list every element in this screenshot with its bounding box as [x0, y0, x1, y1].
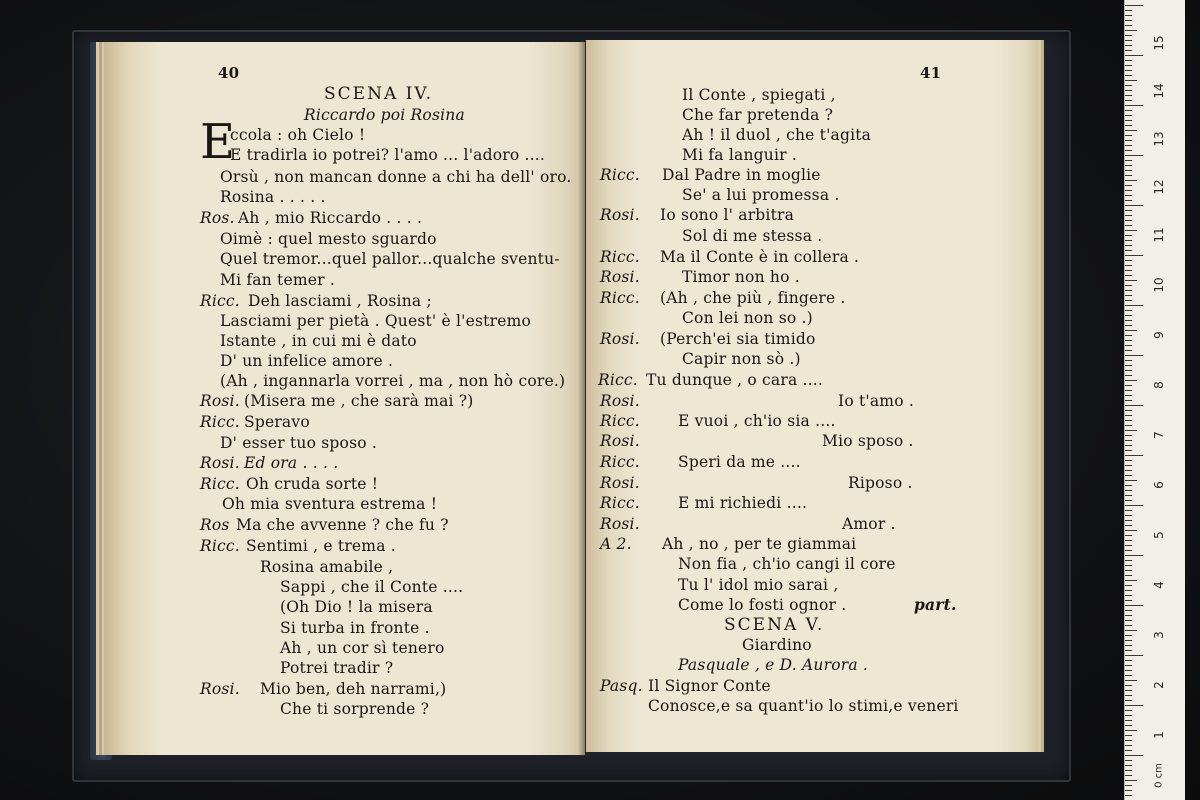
measurement-ruler [1124, 0, 1185, 800]
ruler-tick [1125, 470, 1132, 471]
ruler-tick [1125, 710, 1132, 711]
ruler-tick [1125, 420, 1132, 421]
ruler-tick [1125, 280, 1137, 281]
ruler-tick [1125, 460, 1132, 461]
ruler-label: 7 [1152, 431, 1166, 439]
verse-line: Il Conte , spiegati , [682, 86, 836, 104]
verse-line: Io sono l' arbitra [660, 206, 795, 224]
ruler-tick [1125, 635, 1132, 636]
verse-line: (Misera me , che sarà mai ?) [244, 392, 474, 410]
ruler-tick [1125, 65, 1132, 66]
ruler-label: 12 [1152, 179, 1166, 195]
ruler-tick [1125, 610, 1132, 611]
verse-line: Mi fa languir . [682, 146, 797, 164]
verse-line: Se' a lui promessa . [682, 186, 840, 204]
ruler-label: 11 [1152, 227, 1166, 243]
verse-line: Mio ben, deh narrami,) [260, 680, 447, 698]
ruler-label: 9 [1152, 331, 1166, 339]
stage-direction: Pasquale , e D. Aurora . [678, 656, 869, 674]
ruler-tick [1125, 705, 1143, 706]
ruler-tick [1125, 180, 1137, 181]
ruler-tick [1125, 450, 1132, 451]
ruler-tick [1125, 440, 1132, 441]
verse-line: Tu dunque , o cara .... [646, 371, 824, 389]
speaker-label: Rosi. [600, 432, 640, 450]
ruler-tick [1125, 775, 1132, 776]
ruler-tick [1125, 395, 1132, 396]
verse-line: E tradirla io potrei? l'amo ... l'adoro .... [230, 146, 546, 164]
ruler-tick [1125, 270, 1132, 271]
ruler-tick [1125, 480, 1137, 481]
ruler-tick [1125, 375, 1132, 376]
ruler-tick [1125, 330, 1137, 331]
ruler-tick [1125, 315, 1132, 316]
verse-line: (Ah , che più , fingere . [660, 289, 846, 307]
speaker-label: Ricc. [200, 475, 240, 493]
ruler-tick [1125, 680, 1137, 681]
ruler-label: 1 [1152, 731, 1166, 739]
ruler-tick [1125, 25, 1132, 26]
scene-heading: SCENA IV. [324, 84, 434, 104]
ruler-tick [1125, 745, 1132, 746]
ruler-label: 8 [1152, 381, 1166, 389]
ruler-tick [1125, 795, 1132, 796]
ruler-tick [1125, 60, 1132, 61]
speaker-label: Pasq. [600, 677, 643, 695]
ruler-tick [1125, 540, 1132, 541]
verse-line: Orsù , non mancan donne a chi ha dell' oro. [220, 168, 572, 186]
verse-line: Ma il Conte è in collera . [660, 248, 860, 266]
ruler-tick [1125, 630, 1137, 631]
speaker-label: Rosi. [200, 392, 240, 410]
ruler-tick [1125, 675, 1132, 676]
page-number: 40 [218, 64, 240, 82]
verse-line: Deh lasciami , Rosina ; [248, 292, 432, 310]
verse-line: Rosina . . . . . [220, 188, 326, 206]
ruler-tick [1125, 40, 1132, 41]
ruler-tick [1125, 715, 1132, 716]
ruler-label: 0 cm [1153, 763, 1165, 788]
ruler-tick [1125, 220, 1132, 221]
ruler-label: 6 [1152, 481, 1166, 489]
ruler-tick [1125, 515, 1132, 516]
verse-line: Dal Padre in moglie [662, 166, 821, 184]
ruler-tick [1125, 30, 1137, 31]
speaker-label: Ros [200, 516, 230, 534]
verse-line: Speravo [244, 413, 310, 431]
ruler-tick [1125, 170, 1132, 171]
ruler-tick [1125, 555, 1143, 556]
ruler-label: 5 [1152, 531, 1166, 539]
speaker-label: Rosi. [600, 392, 640, 410]
ruler-tick [1125, 400, 1132, 401]
speaker-label: Rosi. [600, 206, 640, 224]
ruler-tick [1125, 405, 1143, 406]
ruler-tick [1125, 435, 1132, 436]
ruler-tick [1125, 735, 1132, 736]
stage-direction: Riccardo poi Rosina [304, 106, 465, 124]
ruler-tick [1125, 10, 1132, 11]
ruler-tick [1125, 360, 1132, 361]
ruler-tick [1125, 35, 1132, 36]
ruler-tick [1125, 560, 1132, 561]
speaker-label: Rosi. [600, 515, 640, 533]
ruler-tick [1125, 195, 1132, 196]
verse-line: Conosce,e sa quant'io lo stimi,e veneri [648, 697, 959, 715]
ruler-label: 2 [1152, 681, 1166, 689]
ruler-tick [1125, 615, 1132, 616]
verse-line: Potrei tradir ? [280, 659, 394, 677]
ruler-tick [1125, 390, 1132, 391]
ruler-tick [1125, 525, 1132, 526]
ruler-tick [1125, 385, 1132, 386]
ruler-tick [1125, 160, 1132, 161]
ruler-tick [1125, 275, 1132, 276]
speaker-label: Ricc. [200, 292, 240, 310]
setting-line: Giardino [742, 636, 812, 654]
ruler-label: 14 [1152, 83, 1166, 99]
ruler-tick [1125, 155, 1143, 156]
ruler-tick [1125, 430, 1137, 431]
ruler-tick [1125, 365, 1132, 366]
verse-line: Quel tremor...quel pallor...qualche sventu- [220, 250, 560, 268]
ruler-tick [1125, 620, 1132, 621]
ruler-tick [1125, 425, 1132, 426]
verse-line: Ed ora . . . . [244, 454, 339, 472]
ruler-tick [1125, 85, 1132, 86]
ruler-tick [1125, 760, 1132, 761]
verse-line: Ma che avvenne ? che fu ? [236, 516, 449, 534]
ruler-tick [1125, 245, 1132, 246]
ruler-tick [1125, 95, 1132, 96]
ruler-tick [1125, 145, 1132, 146]
exit-mark: part. [914, 595, 957, 614]
ruler-tick [1125, 625, 1132, 626]
verse-line: D' un infelice amore . [220, 352, 394, 370]
ruler-tick [1125, 320, 1132, 321]
ruler-tick [1125, 120, 1132, 121]
verse-line: Rosina amabile , [260, 558, 394, 576]
verse-line: Ah , no , per te giammai [662, 535, 857, 553]
verse-line: Mi fan temer . [220, 271, 335, 289]
ruler-tick [1125, 210, 1132, 211]
ruler-tick [1125, 600, 1132, 601]
verse-line: Con lei non so .) [682, 309, 813, 327]
speaker-label: Ricc. [200, 413, 240, 431]
ruler-tick [1125, 510, 1132, 511]
speaker-label: Rosi. [600, 474, 640, 492]
verse-line: Oh mia sventura estrema ! [222, 495, 438, 513]
ruler-tick [1125, 765, 1132, 766]
speaker-label: Ricc. [598, 371, 638, 389]
ruler-tick [1125, 20, 1132, 21]
ruler-tick [1125, 300, 1132, 301]
ruler-tick [1125, 505, 1143, 506]
verse-line: Riposo . [848, 474, 913, 492]
ruler-tick [1125, 215, 1132, 216]
verse-line: Speri da me .... [678, 453, 801, 471]
speaker-label: Ricc. [600, 412, 640, 430]
ruler-tick [1125, 725, 1132, 726]
verse-line: Ah , mio Riccardo . . . . [238, 209, 423, 227]
ruler-tick [1125, 110, 1132, 111]
ruler-tick [1125, 305, 1143, 306]
ruler-tick [1125, 755, 1143, 756]
ruler-tick [1125, 660, 1132, 661]
ruler-tick [1125, 135, 1132, 136]
ruler-tick [1125, 465, 1132, 466]
ruler-label: 15 [1152, 35, 1166, 51]
ruler-tick [1125, 310, 1132, 311]
ruler-tick [1125, 720, 1132, 721]
ruler-tick [1125, 350, 1132, 351]
ruler-tick [1125, 520, 1132, 521]
ruler-tick [1125, 700, 1132, 701]
ruler-tick [1125, 730, 1137, 731]
ruler-tick [1125, 595, 1132, 596]
verse-line: Lasciami per pietà . Quest' è l'estremo [220, 312, 532, 330]
ruler-tick [1125, 90, 1132, 91]
verse-line: Amor . [842, 515, 896, 533]
ruler-tick [1125, 185, 1132, 186]
ruler-tick [1125, 380, 1137, 381]
ruler-tick [1125, 250, 1132, 251]
ruler-tick [1125, 655, 1143, 656]
verse-line: Oimè : quel mesto sguardo [220, 230, 437, 248]
ruler-label: 4 [1152, 581, 1166, 589]
speaker-label: Ricc. [200, 537, 240, 555]
ruler-tick [1125, 415, 1132, 416]
speaker-label: Ricc. [600, 289, 640, 307]
ruler-label: 13 [1152, 131, 1166, 147]
ruler-tick [1125, 75, 1132, 76]
verse-line: Non fia , ch'io cangi il core [678, 555, 896, 573]
verse-line: E mi richiedi .... [678, 494, 808, 512]
ruler-tick [1125, 335, 1132, 336]
ruler-tick [1125, 750, 1132, 751]
speaker-label: Ricc. [600, 453, 640, 471]
ruler-tick [1125, 770, 1132, 771]
ruler-tick [1125, 295, 1132, 296]
ruler-tick [1125, 5, 1143, 6]
ruler-tick [1125, 575, 1132, 576]
ruler-tick [1125, 105, 1143, 106]
ruler-tick [1125, 15, 1132, 16]
ruler-tick [1125, 580, 1137, 581]
verse-line: Come lo fosti ognor . [678, 596, 847, 614]
ruler-tick [1125, 70, 1132, 71]
ruler-tick [1125, 490, 1132, 491]
ruler-tick [1125, 535, 1132, 536]
speaker-label: A 2. [600, 535, 632, 553]
speaker-label: Rosi. [600, 268, 640, 286]
ruler-tick [1125, 530, 1137, 531]
scene-heading: SCENA V. [724, 615, 825, 635]
verse-line: D' esser tuo sposo . [220, 434, 378, 452]
ruler-tick [1125, 485, 1132, 486]
ruler-tick [1125, 230, 1137, 231]
speaker-label: Ricc. [600, 166, 640, 184]
verse-line: Il Signor Conte [648, 677, 771, 695]
ruler-tick [1125, 55, 1143, 56]
speaker-label: Ricc. [600, 248, 640, 266]
ruler-tick [1125, 50, 1132, 51]
ruler-tick [1125, 115, 1132, 116]
verse-line: Sol di me stessa . [682, 227, 823, 245]
ruler-tick [1125, 140, 1132, 141]
ruler-tick [1125, 550, 1132, 551]
ruler-tick [1125, 290, 1132, 291]
ruler-tick [1125, 200, 1132, 201]
page-number: 41 [920, 64, 942, 82]
verse-line: E vuoi , ch'io sia .... [678, 412, 836, 430]
ruler-tick [1125, 790, 1132, 791]
ruler-tick [1125, 585, 1132, 586]
ruler-tick [1125, 285, 1132, 286]
left-page [104, 42, 585, 755]
ruler-tick [1125, 785, 1132, 786]
ruler-tick [1125, 640, 1132, 641]
verse-line: Tu l' idol mio sarai , [678, 576, 839, 594]
ruler-tick [1125, 240, 1132, 241]
ruler-tick [1125, 45, 1132, 46]
ruler-tick [1125, 325, 1132, 326]
verse-line: (Oh Dio ! la misera [280, 598, 433, 616]
verse-line: Io t'amo . [838, 392, 914, 410]
verse-line: Sentimi , e trema . [246, 537, 396, 555]
verse-line: Ah , un cor sì tenero [280, 639, 445, 657]
verse-line: Sappi , che il Conte .... [280, 578, 464, 596]
ruler-tick [1125, 410, 1132, 411]
ruler-tick [1125, 340, 1132, 341]
drop-cap: E [200, 114, 236, 170]
ruler-tick [1125, 645, 1132, 646]
ruler-tick [1125, 690, 1132, 691]
ruler-tick [1125, 665, 1132, 666]
ruler-tick [1125, 225, 1132, 226]
ruler-tick [1125, 235, 1132, 236]
ruler-label: 3 [1152, 631, 1166, 639]
speaker-label: Rosi. [200, 680, 240, 698]
verse-line: Istante , in cui mi è dato [220, 332, 417, 350]
verse-line: (Perch'ei sia timido [660, 330, 816, 348]
right-page [586, 40, 1038, 752]
ruler-tick [1125, 780, 1137, 781]
ruler-tick [1125, 100, 1132, 101]
ruler-tick [1125, 590, 1132, 591]
ruler-tick [1125, 475, 1132, 476]
ruler-tick [1125, 495, 1132, 496]
ruler-tick [1125, 80, 1137, 81]
verse-line: Si turba in fronte . [280, 619, 430, 637]
ruler-tick [1125, 345, 1132, 346]
ruler-tick [1125, 565, 1132, 566]
ruler-tick [1125, 500, 1132, 501]
ruler-tick [1125, 260, 1132, 261]
ruler-tick [1125, 685, 1132, 686]
ruler-tick [1125, 205, 1143, 206]
verse-line: Ah ! il duol , che t'agita [682, 126, 872, 144]
ruler-tick [1125, 370, 1132, 371]
verse-line: Capir non sò .) [682, 350, 801, 368]
ruler-label: 10 [1152, 277, 1166, 293]
verse-line: ccola : oh Cielo ! [230, 126, 366, 144]
ruler-tick [1125, 695, 1132, 696]
ruler-tick [1125, 150, 1132, 151]
ruler-tick [1125, 445, 1132, 446]
speaker-label: Rosi. [200, 454, 240, 472]
ruler-tick [1125, 455, 1143, 456]
ruler-tick [1125, 255, 1143, 256]
ruler-tick [1125, 265, 1132, 266]
ruler-tick [1125, 130, 1137, 131]
verse-line: Oh cruda sorte ! [246, 475, 379, 493]
ruler-tick [1125, 650, 1132, 651]
ruler-tick [1125, 175, 1132, 176]
ruler-tick [1125, 165, 1132, 166]
ruler-tick [1125, 545, 1132, 546]
verse-line: Mio sposo . [822, 432, 914, 450]
ruler-tick [1125, 355, 1143, 356]
ruler-tick [1125, 740, 1132, 741]
verse-line: (Ah , ingannarla vorrei , ma , non hò core.) [220, 372, 566, 390]
verse-line: Timor non ho . [682, 268, 800, 286]
ruler-tick [1125, 570, 1132, 571]
ruler-tick [1125, 190, 1132, 191]
verse-line: Che ti sorprende ? [280, 700, 430, 718]
ruler-tick [1125, 605, 1143, 606]
speaker-label: Ricc. [600, 494, 640, 512]
verse-line: Che far pretenda ? [682, 106, 834, 124]
ruler-tick [1125, 125, 1132, 126]
speaker-label: Rosi. [600, 330, 640, 348]
speaker-label: Ros. [200, 209, 235, 227]
ruler-tick [1125, 670, 1132, 671]
